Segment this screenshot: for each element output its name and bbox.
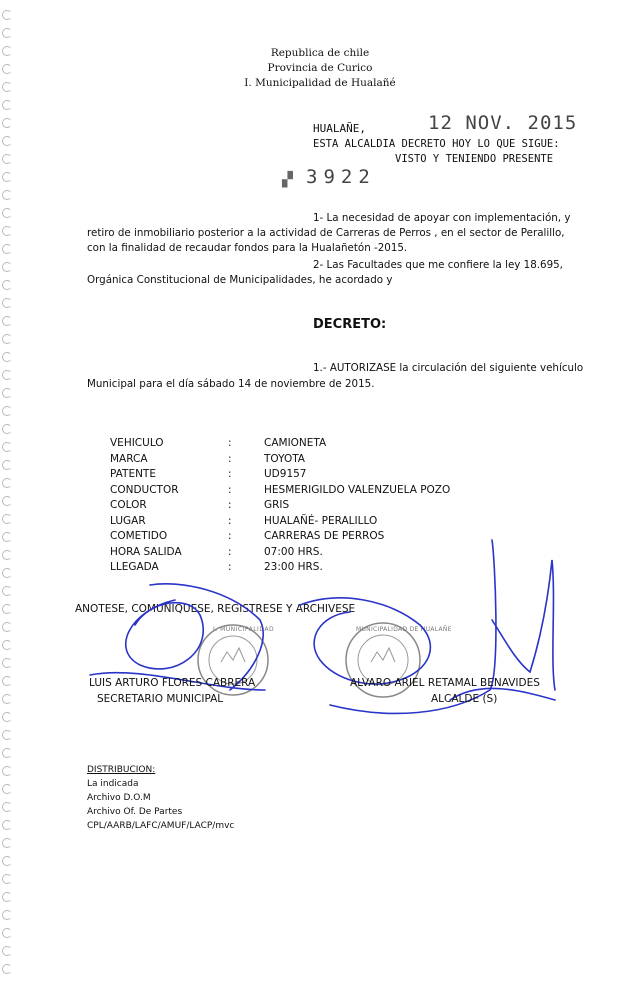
resolution-line-2: Municipal para el día sábado 14 de noviembre de 2015.	[87, 378, 375, 390]
right-signatory-title: ALCALDE (S)	[431, 693, 498, 705]
vehicle-value: HUALAÑÉ- PERALILLO	[264, 514, 378, 527]
right-signatory-name: ALVARO ARIEL RETAMAL BENAVIDES	[350, 677, 540, 689]
consideration-2-line-2: Orgánica Constitucional de Municipalidades, he acordado y	[87, 274, 393, 286]
vehicle-key: VEHICULO	[110, 437, 164, 449]
vehicle-sep: :	[228, 483, 232, 496]
consideration-2-line-1: 2- Las Facultades que me confiere la ley 18.695,	[313, 259, 563, 271]
vehicle-sep: :	[228, 437, 232, 449]
place-label: HUALAÑE,	[313, 122, 366, 135]
vehicle-sep: :	[228, 452, 232, 465]
closing-line: ANOTESE, COMUNIQUESE, REGISTRESE Y ARCHIVESE	[75, 603, 356, 615]
vehicle-key: MARCA	[110, 452, 148, 465]
vehicle-value: UD9157	[264, 468, 307, 480]
vehicle-sep: :	[228, 561, 232, 573]
left-seal-text: I. MUNICIPALIDAD	[213, 626, 275, 633]
vehicle-value: HESMERIGILDO VALENZUELA POZO	[264, 483, 451, 496]
vehicle-key: LLEGADA	[110, 561, 159, 573]
vehicle-value: CAMIONETA	[264, 437, 327, 449]
distribution-item: La indicada	[87, 779, 139, 789]
distribution-item: Archivo D.O.M	[87, 793, 151, 803]
consideration-1-line-1: 1- La necesidad de apoyar con implementación, y	[313, 212, 571, 224]
vehicle-key: LUGAR	[110, 514, 146, 527]
vehicle-sep: :	[228, 514, 232, 527]
decreto-title: DECRETO:	[313, 317, 387, 332]
vehicle-key: COMETIDO	[110, 530, 168, 542]
distribution-item: Archivo Of. De Partes	[87, 807, 183, 817]
intro-line-1: ESTA ALCALDIA DECRETO HOY LO QUE SIGUE:	[313, 138, 560, 150]
letterhead-country: Republica de chile	[270, 47, 370, 59]
letterhead-province: Provincia de Curico	[267, 62, 373, 74]
vehicle-value: GRIS	[264, 499, 290, 511]
decree-number: 3922	[306, 166, 376, 188]
vehicle-value: TOYOTA	[264, 452, 305, 465]
vehicle-value: CARRERAS DE PERROS	[264, 530, 385, 542]
distribution-item: CPL/AARB/LAFC/AMUF/LACP/mvc	[87, 821, 235, 831]
left-signatory-name: LUIS ARTURO FLORES CABRERA	[89, 677, 256, 689]
vehicle-sep: :	[228, 468, 232, 480]
vehicle-key: PATENTE	[110, 468, 156, 480]
consideration-1-line-2: retiro de inmobiliario posterior a la actividad de Carreras de Perros , en el sector de Peralillo,	[87, 227, 565, 239]
stamp-mark-icon: ▞	[282, 172, 293, 188]
intro-line-2: VISTO Y TENIENDO PRESENTE	[395, 153, 554, 165]
vehicle-key: COLOR	[110, 499, 147, 511]
letterhead-municipality: I. Municipalidad de Hualañé	[244, 77, 396, 89]
vehicle-key: CONDUCTOR	[110, 483, 179, 496]
vehicle-value: 23:00 HRS.	[264, 561, 323, 573]
consideration-1-line-3: con la finalidad de recaudar fondos para la Hualañetón -2015.	[87, 242, 408, 254]
right-seal-text: MUNICIPALIDAD DE HUALAÑE	[356, 626, 452, 633]
left-signatory-title: SECRETARIO MUNICIPAL	[97, 693, 224, 705]
vehicle-key: HORA SALIDA	[110, 545, 182, 558]
vehicle-sep: :	[228, 499, 232, 511]
vehicle-sep: :	[228, 530, 232, 542]
distribution-title: DISTRIBUCION:	[87, 765, 156, 775]
vehicle-value: 07:00 HRS.	[264, 545, 323, 558]
date-stamp: 12 NOV. 2015	[428, 112, 578, 134]
vehicle-sep: :	[228, 545, 232, 558]
distribution-block	[87, 763, 234, 833]
resolution-line-1: 1.- AUTORIZASE la circulación del siguiente vehículo	[313, 362, 584, 374]
